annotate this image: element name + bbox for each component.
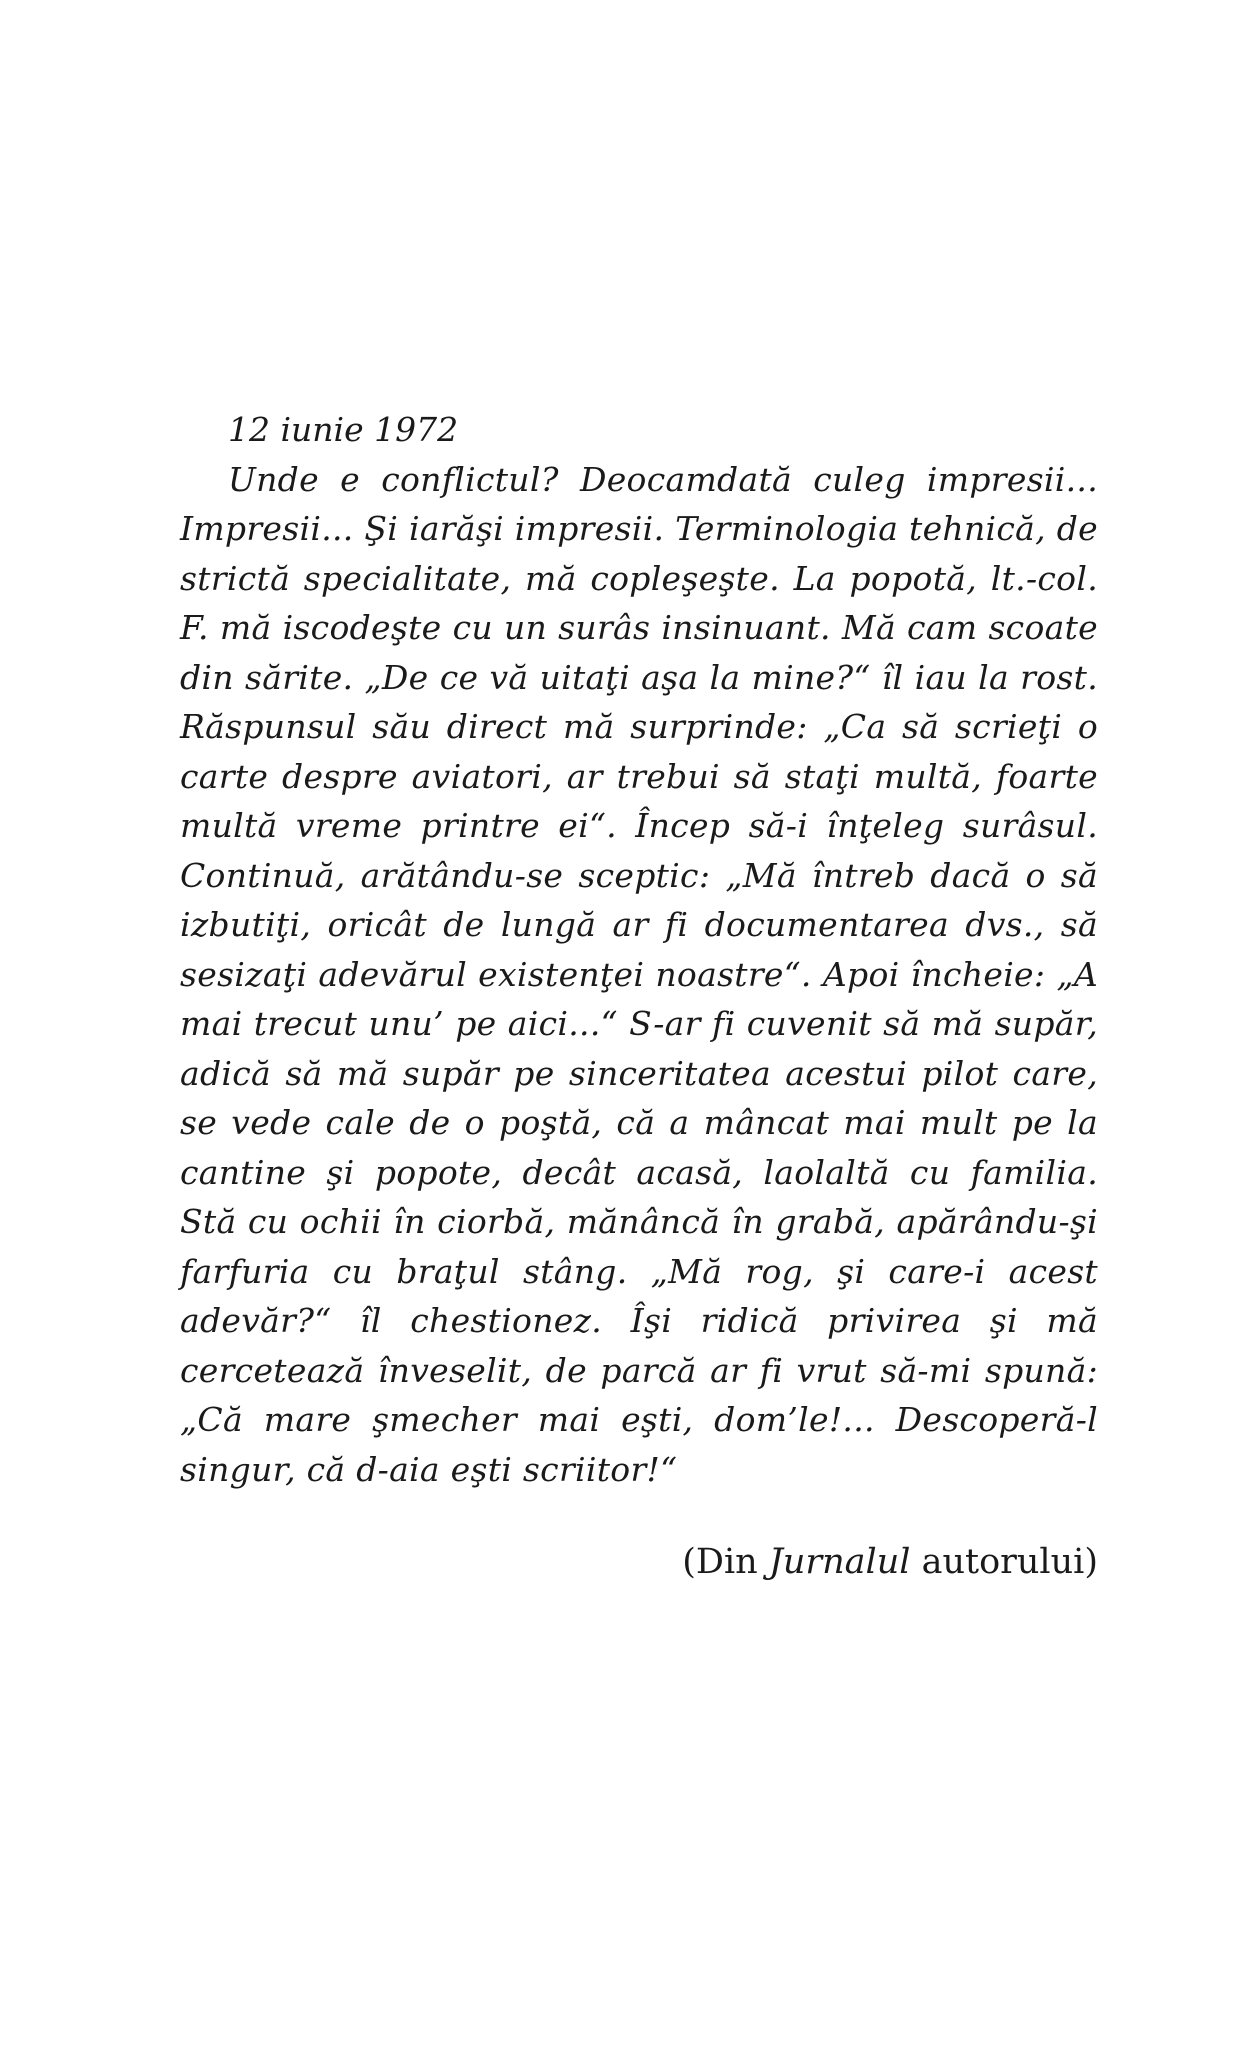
entry-date: 12 iunie 1972 (228, 410, 459, 449)
journal-page (180, 405, 1098, 1586)
source-open: (Din (682, 1542, 769, 1582)
source-attribution (180, 1538, 1098, 1586)
source-title: Jurnalul (768, 1542, 911, 1582)
source-close: autorului) (910, 1542, 1098, 1582)
journal-entry-text: Unde e conflictul? Deocamdată culeg impresii... Impresii... Şi iarăşi impresii. Terminologia tehnică, de strictă specialitate, mă copleşeşte. La popotă, lt.-col. F. mă iscodeşte cu un surâs insinuant. Mă cam scoate din sărite. „De ce vă uitaţi aşa la mine?“ îl iau la rost. Răspunsul său direct mă surprinde: „Ca să scrieţi o carte despre aviatori, ar trebui să staţi multă, foarte multă vreme printre ei“. Încep să-i înţeleg surâsul. Continuă, arătându-se sceptic: „Mă întreb dacă o să izbutiţi, oricât de lungă ar fi documentarea dvs., să sesizaţi adevărul existenţei noastre“. Apoi încheie: „A mai trecut unu’ pe aici...“ S-ar fi cuvenit să mă supăr, adică să mă supăr pe sinceritatea acestui pilot care, se vede cale de o poştă, că a mâncat mai mult pe la cantine şi popote, decât acasă, laolaltă cu familia. Stă cu ochii în ciorbă, mănâncă în grabă, apărându-şi farfuria cu braţul stâng. „Mă rog, şi care-i acest adevăr?“ îl chestionez. Îşi ridică privirea şi mă cercetează înveselit, de parcă ar fi vrut să-mi spună: „Că mare şmecher mai eşti, dom’le!... Descoperă-l singur, că d-aia eşti scriitor!“ (180, 459, 1098, 1489)
